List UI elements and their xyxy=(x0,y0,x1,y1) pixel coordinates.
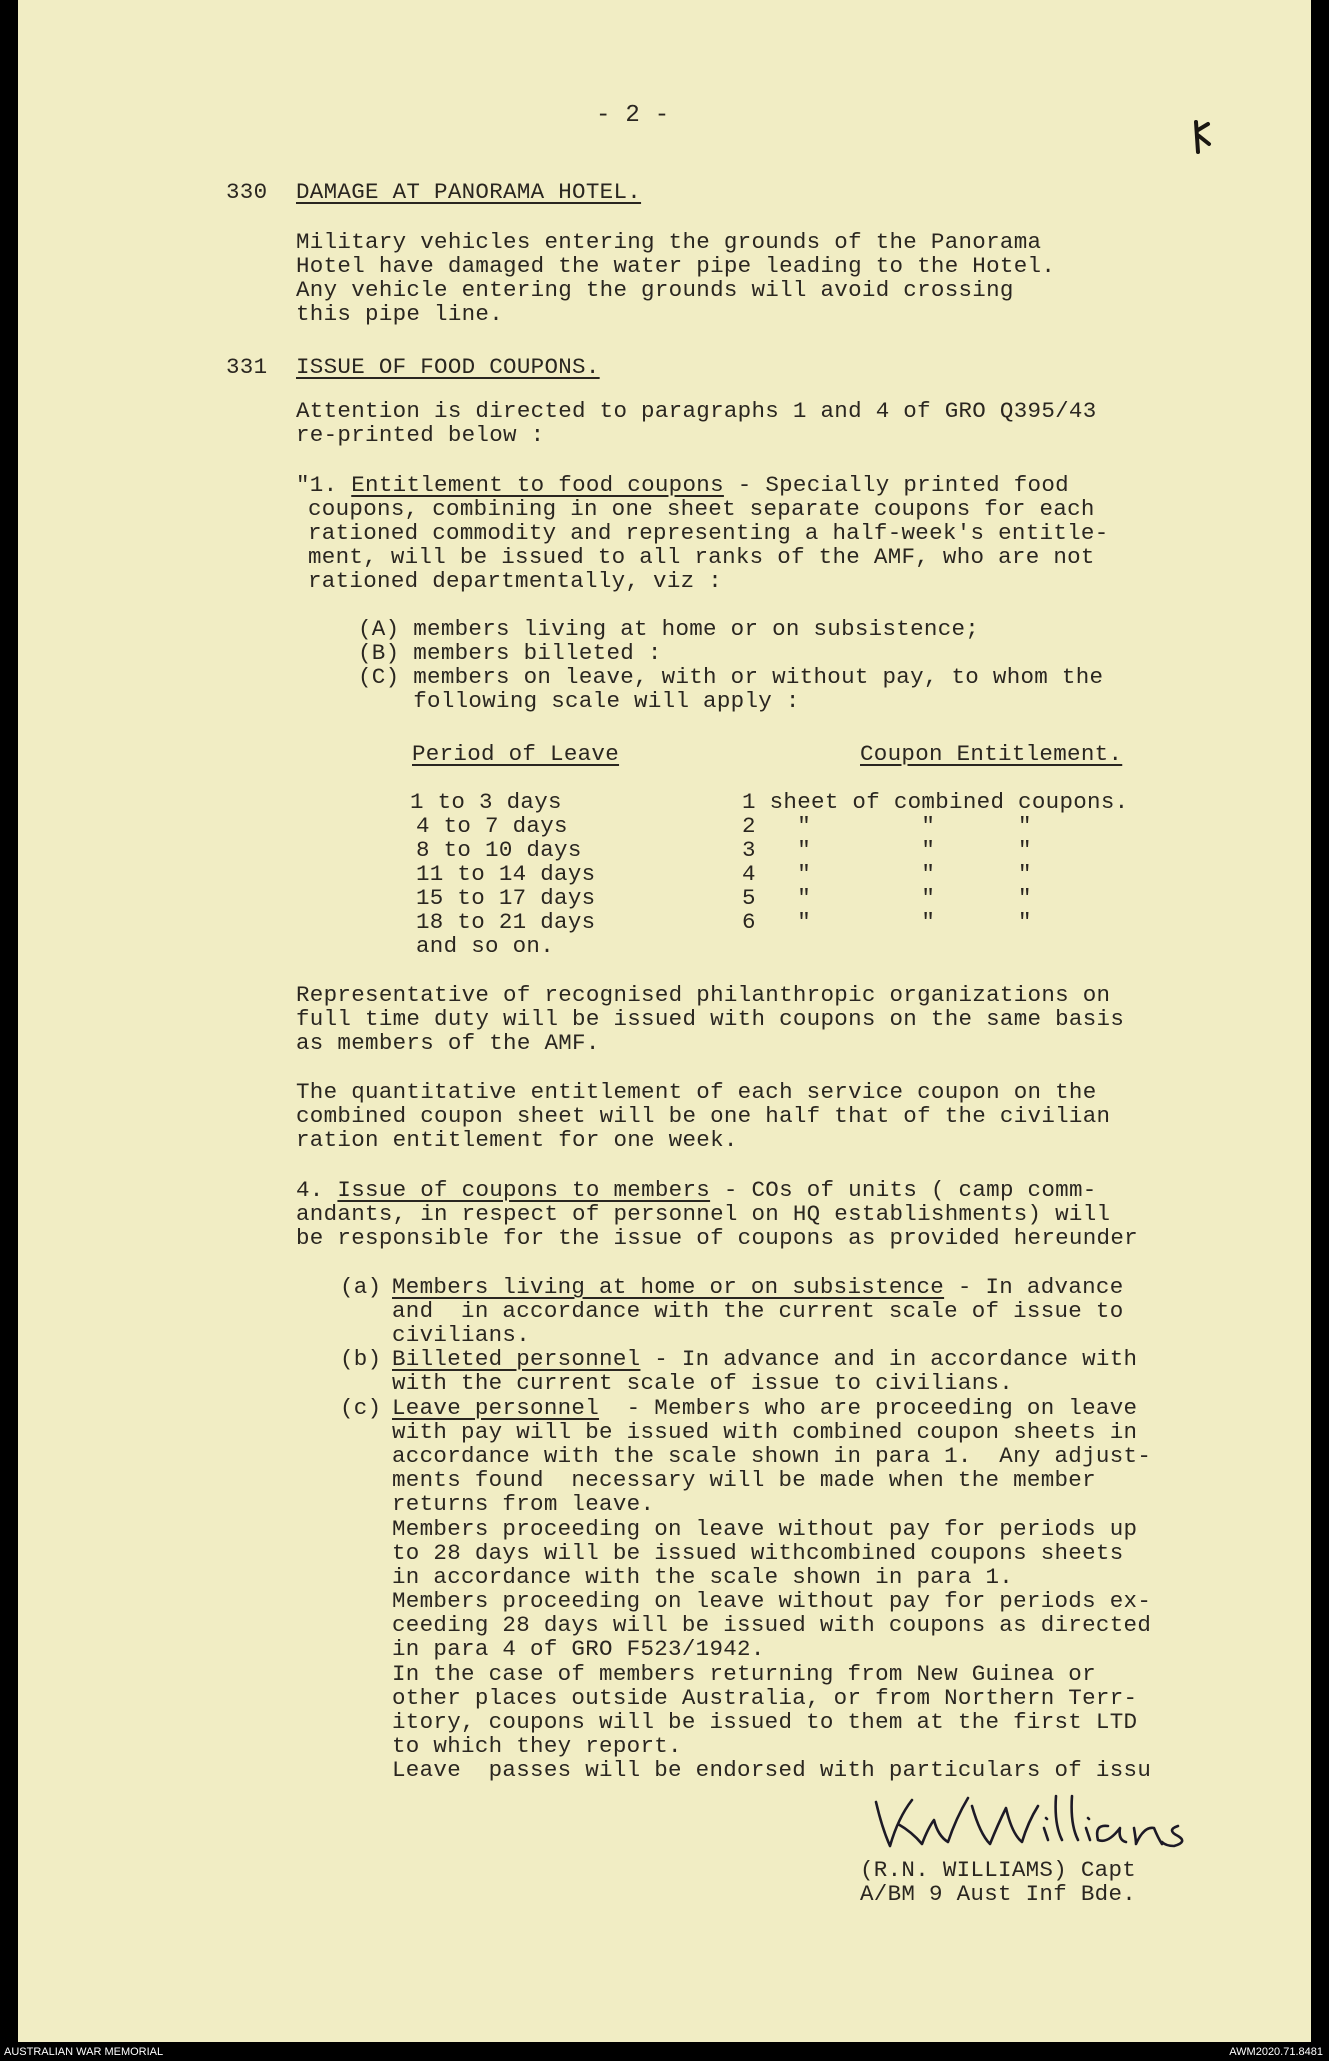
corner-mark xyxy=(1190,118,1212,158)
paragraph-1-line xyxy=(296,473,1069,497)
table-cell-period: 8 to 10 days xyxy=(416,837,582,863)
body-line: Members proceeding on leave without pay for periods up xyxy=(392,1516,1138,1542)
body-line: Attention is directed to paragraphs 1 and 4 of GRO Q395/43 xyxy=(296,398,1097,424)
body-line: ration entitlement for one week. xyxy=(296,1127,738,1153)
paragraph-1-first-rest: - Specially printed food xyxy=(723,472,1069,498)
body-line: combined coupon sheet will be one half that of the civilian xyxy=(296,1103,1111,1129)
body-line: ments found necessary will be made when the member xyxy=(392,1467,1096,1493)
body-line: itory, coupons will be issued to them at the first LTD xyxy=(392,1709,1138,1735)
footer-catalogue-number: AWM2020.71.8481 xyxy=(1229,2046,1323,2058)
table-header-period: Period of Leave xyxy=(412,741,620,767)
footer-archive-name: AUSTRALIAN WAR MEMORIAL xyxy=(4,2046,164,2058)
table-cell-period: 1 to 3 days xyxy=(410,789,562,815)
sub-c-heading: Leave personnel xyxy=(392,1395,600,1421)
body-line: as members of the AMF. xyxy=(296,1030,600,1056)
sub-c-line xyxy=(392,1396,1137,1420)
table-cell-period: 4 to 7 days xyxy=(416,813,568,839)
sub-b-heading: Billeted personnel xyxy=(392,1346,641,1372)
body-line: in para 4 of GRO F523/1942. xyxy=(392,1636,765,1662)
body-line: rationed departmentally, viz : xyxy=(308,568,723,594)
body-line: coupons, combining in one sheet separate coupons for each xyxy=(308,496,1095,522)
signatory-appointment: A/BM 9 Aust Inf Bde. xyxy=(860,1881,1137,1907)
table-cell-period: 15 to 17 days xyxy=(416,885,596,911)
body-line: The quantitative entitlement of each service coupon on the xyxy=(296,1079,1097,1105)
body-line: to 28 days will be issued withcombined coupons sheets xyxy=(392,1540,1124,1566)
handwritten-signature xyxy=(868,1788,1218,1858)
body-line: and in accordance with the current scale of issue to xyxy=(392,1298,1124,1324)
document-page xyxy=(18,0,1311,2042)
body-line: ceeding 28 days will be issued with coupons as directed xyxy=(392,1612,1152,1638)
body-line: to which they report. xyxy=(392,1733,682,1759)
sub-c-label: (c) xyxy=(340,1395,382,1421)
body-line: Members proceeding on leave without pay for periods ex- xyxy=(392,1588,1152,1614)
body-line: full time duty will be issued with coupons on the same basis xyxy=(296,1006,1125,1032)
body-line: Leave passes will be endorsed with particulars of issu xyxy=(392,1757,1152,1783)
body-line: re-printed below : xyxy=(296,422,545,448)
category-item: (B) members billeted : xyxy=(358,640,662,666)
section-331-number: 331 xyxy=(226,354,268,380)
table-cell-period: 18 to 21 days xyxy=(416,909,596,935)
sub-b-label: (b) xyxy=(340,1346,382,1372)
body-line: returns from leave. xyxy=(392,1491,655,1517)
table-cell-period: 11 to 14 days xyxy=(416,861,596,887)
paragraph-1-heading: Entitlement to food coupons xyxy=(351,472,724,498)
sub-a-heading: Members living at home or on subsistence xyxy=(392,1274,945,1300)
paragraph-1-number: "1. xyxy=(296,472,338,498)
table-cell-entitlement: 4 " " " xyxy=(742,861,1032,887)
sub-c-first-rest: - Members who are proceeding on leave xyxy=(599,1395,1138,1421)
sub-a-line xyxy=(392,1275,1124,1299)
page-number: - 2 - xyxy=(596,102,670,129)
body-line: Hotel have damaged the water pipe leading to the Hotel. xyxy=(296,253,1056,279)
paragraph-4-heading: Issue of coupons to members xyxy=(337,1177,711,1203)
body-line: ment, will be issued to all ranks of the AMF, who are not xyxy=(308,544,1095,570)
section-330-title: DAMAGE AT PANORAMA HOTEL. xyxy=(296,179,642,205)
sub-a-first-rest: - In advance xyxy=(944,1274,1124,1300)
sub-b-first-rest: - In advance and in accordance with xyxy=(640,1346,1138,1372)
sub-a-label: (a) xyxy=(340,1274,382,1300)
paragraph-4-first-rest: - COs of units ( camp comm- xyxy=(710,1177,1097,1203)
table-header-entitlement: Coupon Entitlement. xyxy=(860,741,1123,767)
paragraph-4-line xyxy=(296,1178,1097,1202)
body-line: andants, in respect of personnel on HQ establishments) will xyxy=(296,1201,1111,1227)
body-line: civilians. xyxy=(392,1322,531,1348)
body-line: Military vehicles entering the grounds of the Panorama xyxy=(296,229,1042,255)
paragraph-4-number: 4. xyxy=(296,1177,324,1203)
section-330-number: 330 xyxy=(226,179,268,205)
body-line: rationed commodity and representing a half-week's entitle- xyxy=(308,520,1109,546)
table-cell-entitlement: 5 " " " xyxy=(742,885,1032,911)
category-item: (A) members living at home or on subsistence; xyxy=(358,616,980,642)
body-line: this pipe line. xyxy=(296,301,504,327)
table-cell-entitlement: 2 " " " xyxy=(742,813,1032,839)
section-331-title: ISSUE OF FOOD COUPONS. xyxy=(296,354,600,380)
body-line: Representative of recognised philanthropic organizations on xyxy=(296,982,1111,1008)
category-item: (C) members on leave, with or without pay, to whom the xyxy=(358,664,1104,690)
body-line: be responsible for the issue of coupons as provided hereunder xyxy=(296,1225,1138,1251)
signatory-name: (R.N. WILLIAMS) Capt xyxy=(860,1857,1137,1883)
category-item: following scale will apply : xyxy=(358,688,800,714)
table-cell-period: and so on. xyxy=(416,933,555,959)
body-line: with pay will be issued with combined coupon sheets in xyxy=(392,1419,1138,1445)
table-cell-entitlement: 3 " " " xyxy=(742,837,1032,863)
body-line: In the case of members returning from New Guinea or xyxy=(392,1661,1096,1687)
body-line: other places outside Australia, or from Northern Terr- xyxy=(392,1685,1138,1711)
body-line: accordance with the scale shown in para 1. Any adjust- xyxy=(392,1443,1152,1469)
body-line: Any vehicle entering the grounds will avoid crossing xyxy=(296,277,1014,303)
body-line: with the current scale of issue to civilians. xyxy=(392,1370,1014,1396)
sub-b-line xyxy=(392,1347,1137,1371)
body-line: in accordance with the scale shown in para 1. xyxy=(392,1564,1014,1590)
table-cell-entitlement: 6 " " " xyxy=(742,909,1032,935)
table-cell-entitlement: 1 sheet of combined coupons. xyxy=(742,789,1129,815)
